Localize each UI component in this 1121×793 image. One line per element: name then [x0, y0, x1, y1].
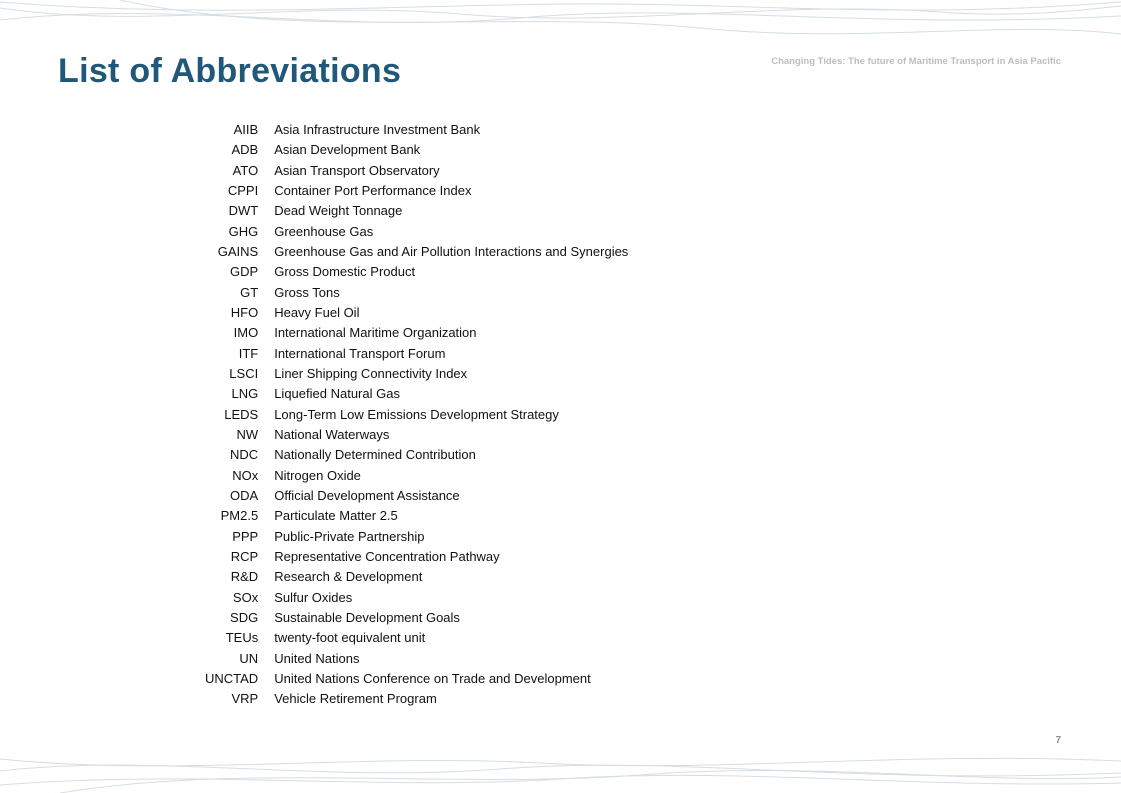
table-row	[205, 323, 628, 343]
abbreviation: NDC	[230, 447, 259, 463]
table-row	[205, 547, 628, 567]
definition: Nationally Determined Contribution	[274, 447, 476, 463]
abbreviation: GDP	[230, 264, 259, 280]
table-row	[205, 628, 628, 648]
definition: United Nations	[274, 650, 360, 666]
definition: Dead Weight Tonnage	[274, 203, 403, 219]
definition: Research & Development	[274, 569, 423, 585]
abbreviation: ATO	[232, 162, 259, 178]
abbreviation: SDG	[230, 610, 259, 626]
definition: Gross Tons	[274, 284, 340, 300]
abbreviation: NW	[236, 427, 259, 443]
definition: Liner Shipping Connectivity Index	[274, 366, 468, 382]
table-row	[205, 242, 628, 262]
definition: International Transport Forum	[274, 345, 446, 361]
decorative-waves-top	[0, 0, 1121, 50]
definition: twenty-foot equivalent unit	[274, 630, 426, 646]
abbreviation: GHG	[228, 223, 259, 239]
definition: Nitrogen Oxide	[274, 467, 361, 483]
table-row	[205, 283, 628, 303]
abbreviation: ODA	[230, 488, 259, 504]
table-row	[205, 405, 628, 425]
definition: Asia Infrastructure Investment Bank	[274, 122, 481, 138]
abbreviation: GT	[240, 284, 259, 300]
abbreviation: R&D	[230, 569, 259, 585]
abbreviation: UNCTAD	[205, 671, 259, 687]
decorative-waves-bottom	[0, 733, 1121, 793]
definition: International Maritime Organization	[274, 325, 477, 341]
table-row	[205, 669, 628, 689]
abbreviations-table	[205, 120, 628, 710]
definition: Particulate Matter 2.5	[274, 508, 398, 524]
definition: Long-Term Low Emissions Development Strategy	[274, 406, 559, 422]
table-row	[205, 466, 628, 486]
table-row	[205, 567, 628, 587]
definition: Heavy Fuel Oil	[274, 305, 360, 321]
definition: Greenhouse Gas and Air Pollution Interactions and Synergies	[274, 244, 629, 260]
abbreviation: DWT	[228, 203, 259, 219]
table-row	[205, 649, 628, 669]
definition: Sulfur Oxides	[274, 589, 353, 605]
table-row	[205, 506, 628, 526]
running-header: Changing Tides: The future of Maritime Transport in Asia Pacific	[771, 56, 1061, 67]
table-row	[205, 425, 628, 445]
definition: Vehicle Retirement Program	[274, 691, 437, 707]
table-row	[205, 222, 628, 242]
abbreviation: LEDS	[224, 406, 259, 422]
table-row	[205, 527, 628, 547]
table-row	[205, 181, 628, 201]
definition: Official Development Assistance	[274, 488, 460, 504]
abbreviation: HFO	[230, 305, 259, 321]
table-row	[205, 486, 628, 506]
page-number: 7	[1055, 735, 1061, 746]
table-row	[205, 161, 628, 181]
abbreviation: TEUs	[225, 630, 259, 646]
abbreviation: NOx	[232, 467, 259, 483]
definition: Gross Domestic Product	[274, 264, 416, 280]
abbreviation: IMO	[233, 325, 259, 341]
table-row	[205, 344, 628, 364]
table-row	[205, 140, 628, 160]
abbreviation: PM2.5	[220, 508, 259, 524]
table-row	[205, 262, 628, 282]
table-row	[205, 608, 628, 628]
table-row	[205, 303, 628, 323]
abbreviation: GAINS	[217, 244, 259, 260]
definition: Greenhouse Gas	[274, 223, 374, 239]
table-row	[205, 689, 628, 709]
table-row	[205, 445, 628, 465]
definition: Public-Private Partnership	[274, 528, 425, 544]
abbreviation: VRP	[231, 691, 259, 707]
abbreviation: ITF	[238, 345, 259, 361]
definition: Asian Development Bank	[274, 142, 421, 158]
definition: Sustainable Development Goals	[274, 610, 460, 626]
abbreviation: RCP	[230, 549, 259, 565]
abbreviation: PPP	[232, 528, 259, 544]
abbreviation: AIIB	[233, 122, 259, 138]
table-row	[205, 364, 628, 384]
table-row	[205, 588, 628, 608]
page-title: List of Abbreviations	[58, 52, 402, 90]
definition: Container Port Performance Index	[274, 183, 472, 199]
table-row	[205, 201, 628, 221]
abbreviation: ADB	[231, 142, 259, 158]
definition: United Nations Conference on Trade and Development	[274, 671, 591, 687]
definition: Representative Concentration Pathway	[274, 549, 500, 565]
abbreviation: CPPI	[227, 183, 259, 199]
table-row	[205, 384, 628, 404]
definition: National Waterways	[274, 427, 390, 443]
table-row	[205, 120, 628, 140]
abbreviation: LNG	[231, 386, 259, 402]
abbreviation: SOx	[232, 589, 259, 605]
definition: Liquefied Natural Gas	[274, 386, 400, 402]
abbreviation: UN	[239, 650, 259, 666]
definition: Asian Transport Observatory	[274, 162, 440, 178]
abbreviation: LSCI	[229, 366, 259, 382]
